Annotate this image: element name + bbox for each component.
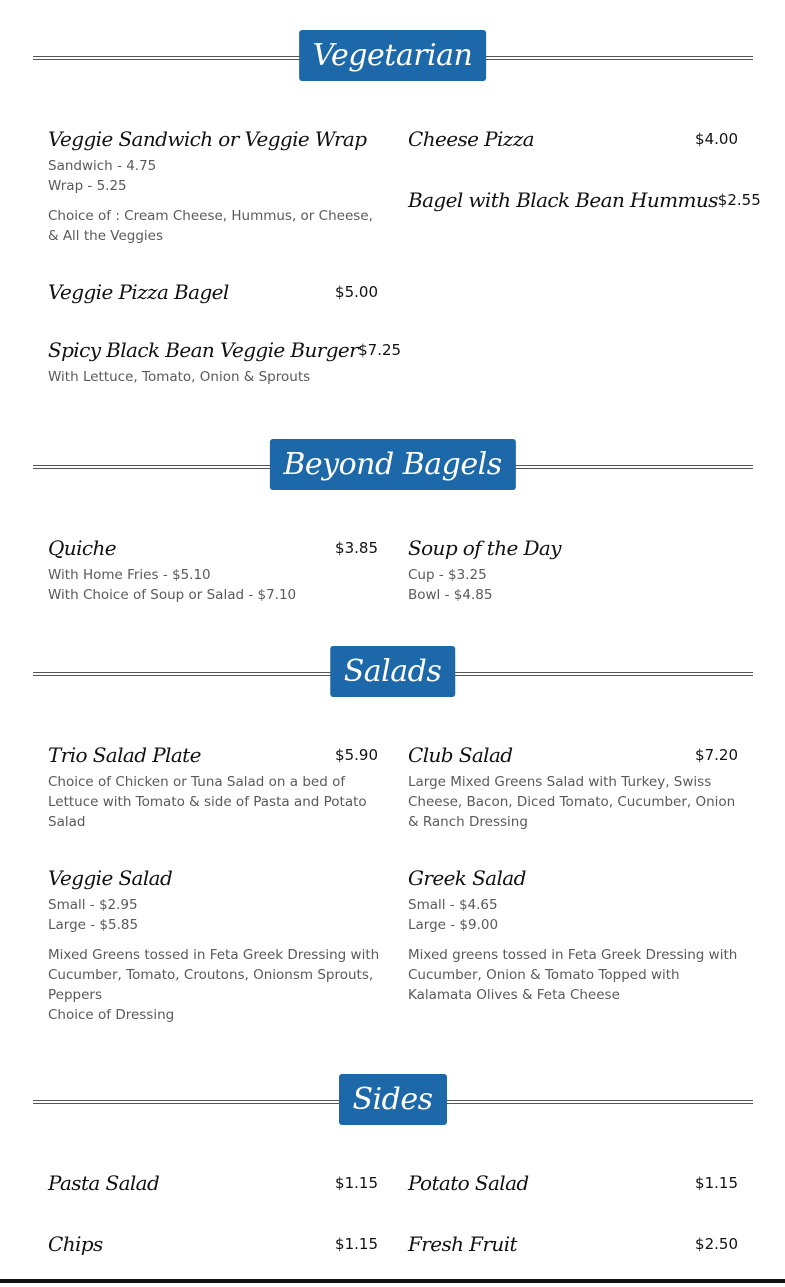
menu-item: [408, 185, 761, 215]
item-description: [408, 565, 740, 605]
item-name: Bagel with Black Bean Hummus: [408, 188, 718, 212]
item-name: Trio Salad Plate: [48, 743, 201, 767]
section-heading: Sides: [339, 1074, 447, 1125]
menu-item: [408, 1229, 740, 1259]
menu-item: [408, 533, 740, 605]
item-description: [48, 565, 380, 605]
item-name: Cheese Pizza: [408, 127, 534, 151]
item-name: Potato Salad: [408, 1171, 529, 1195]
section-heading: Vegetarian: [299, 30, 487, 81]
item-price: $5.90: [335, 746, 378, 764]
item-name: Soup of the Day: [408, 536, 561, 560]
item-name: Club Salad: [408, 743, 513, 767]
menu-item: [408, 863, 740, 1005]
item-price: $2.50: [695, 1235, 738, 1253]
menu-item: [48, 863, 380, 1025]
item-name: Veggie Salad: [48, 866, 173, 890]
bottom-border: [0, 1279, 785, 1283]
menu-item: [408, 740, 740, 832]
desc-line: Bowl - $4.85: [408, 587, 493, 603]
desc-line: Large Mixed Greens Salad with Turkey, Swiss Cheese, Bacon, Diced Tomato, Cucumber, Onion & Ranch Dressing: [408, 774, 736, 830]
item-price: $1.15: [335, 1235, 378, 1253]
menu-column-left: [48, 124, 402, 415]
menu-item: [48, 335, 402, 387]
menu-item: [48, 1168, 380, 1198]
item-description: [408, 772, 740, 832]
desc-line: Choice of : Cream Cheese, Hummus, or Cheese, & All the Veggies: [48, 208, 373, 244]
desc-line: With Choice of Soup or Salad - $7.10: [48, 587, 297, 603]
menu-item: [48, 124, 380, 246]
menu-item: [48, 1229, 380, 1259]
item-name: Pasta Salad: [48, 1171, 160, 1195]
desc-line: Choice of Chicken or Tuna Salad on a bed of Lettuce with Tomato & side of Pasta and Potato Salad: [48, 774, 367, 830]
desc-line: Wrap - 5.25: [48, 178, 127, 194]
desc-line: Cup - $3.25: [408, 567, 487, 583]
menu-item: [408, 1168, 740, 1198]
item-price: $3.85: [335, 539, 378, 557]
menu-column-right: [408, 1168, 740, 1287]
item-price: $7.25: [358, 341, 402, 359]
item-name: Spicy Black Bean Veggie Burger: [48, 338, 359, 362]
item-name: Greek Salad: [408, 866, 526, 890]
menu-column-right: [408, 533, 740, 633]
desc-line: Large - $5.85: [48, 917, 139, 933]
item-name: Fresh Fruit: [408, 1232, 517, 1256]
item-description: [48, 772, 380, 832]
desc-line: Choice of Dressing: [48, 1007, 175, 1023]
item-description: [408, 895, 740, 935]
item-description: [48, 895, 380, 935]
menu-item: [48, 740, 380, 832]
desc-line: Sandwich - 4.75: [48, 158, 157, 174]
item-price: $1.15: [335, 1174, 378, 1192]
item-description: [48, 945, 380, 1025]
item-name: Veggie Sandwich or Veggie Wrap: [48, 127, 367, 151]
item-price: $5.00: [335, 283, 378, 301]
desc-line: Large - $9.00: [408, 917, 499, 933]
desc-line: With Lettuce, Tomato, Onion & Sprouts: [48, 369, 311, 385]
item-name: Veggie Pizza Bagel: [48, 280, 229, 304]
desc-line: Small - $4.65: [408, 897, 498, 913]
item-price: $1.15: [695, 1174, 738, 1192]
menu-column-left: [48, 533, 380, 633]
menu-item: [408, 124, 740, 154]
desc-line: Mixed Greens tossed in Feta Greek Dressing with Cucumber, Tomato, Croutons, Onionsm Sprouts, Peppers: [48, 947, 380, 1003]
item-description: [408, 945, 740, 1005]
item-price: $2.55: [717, 191, 761, 209]
menu-column-right: [408, 740, 740, 1033]
item-description: [48, 156, 380, 196]
section-heading: Salads: [330, 646, 456, 697]
desc-line: Small - $2.95: [48, 897, 138, 913]
menu-column-left: [48, 1168, 380, 1287]
section-heading: Beyond Bagels: [269, 439, 515, 490]
item-price: $7.20: [695, 746, 738, 764]
item-price: $4.00: [695, 130, 738, 148]
desc-line: Mixed greens tossed in Feta Greek Dressing with Cucumber, Onion & Tomato Topped with Kalamata Olives & Feta Cheese: [408, 947, 738, 1003]
item-name: Quiche: [48, 536, 116, 560]
menu-column-left: [48, 740, 380, 1053]
desc-line: With Home Fries - $5.10: [48, 567, 211, 583]
item-description: [48, 206, 380, 246]
menu-item: [48, 533, 380, 605]
item-name: Chips: [48, 1232, 103, 1256]
item-description: [48, 367, 380, 387]
menu-column-right: [408, 124, 761, 243]
menu-item: [48, 277, 380, 307]
